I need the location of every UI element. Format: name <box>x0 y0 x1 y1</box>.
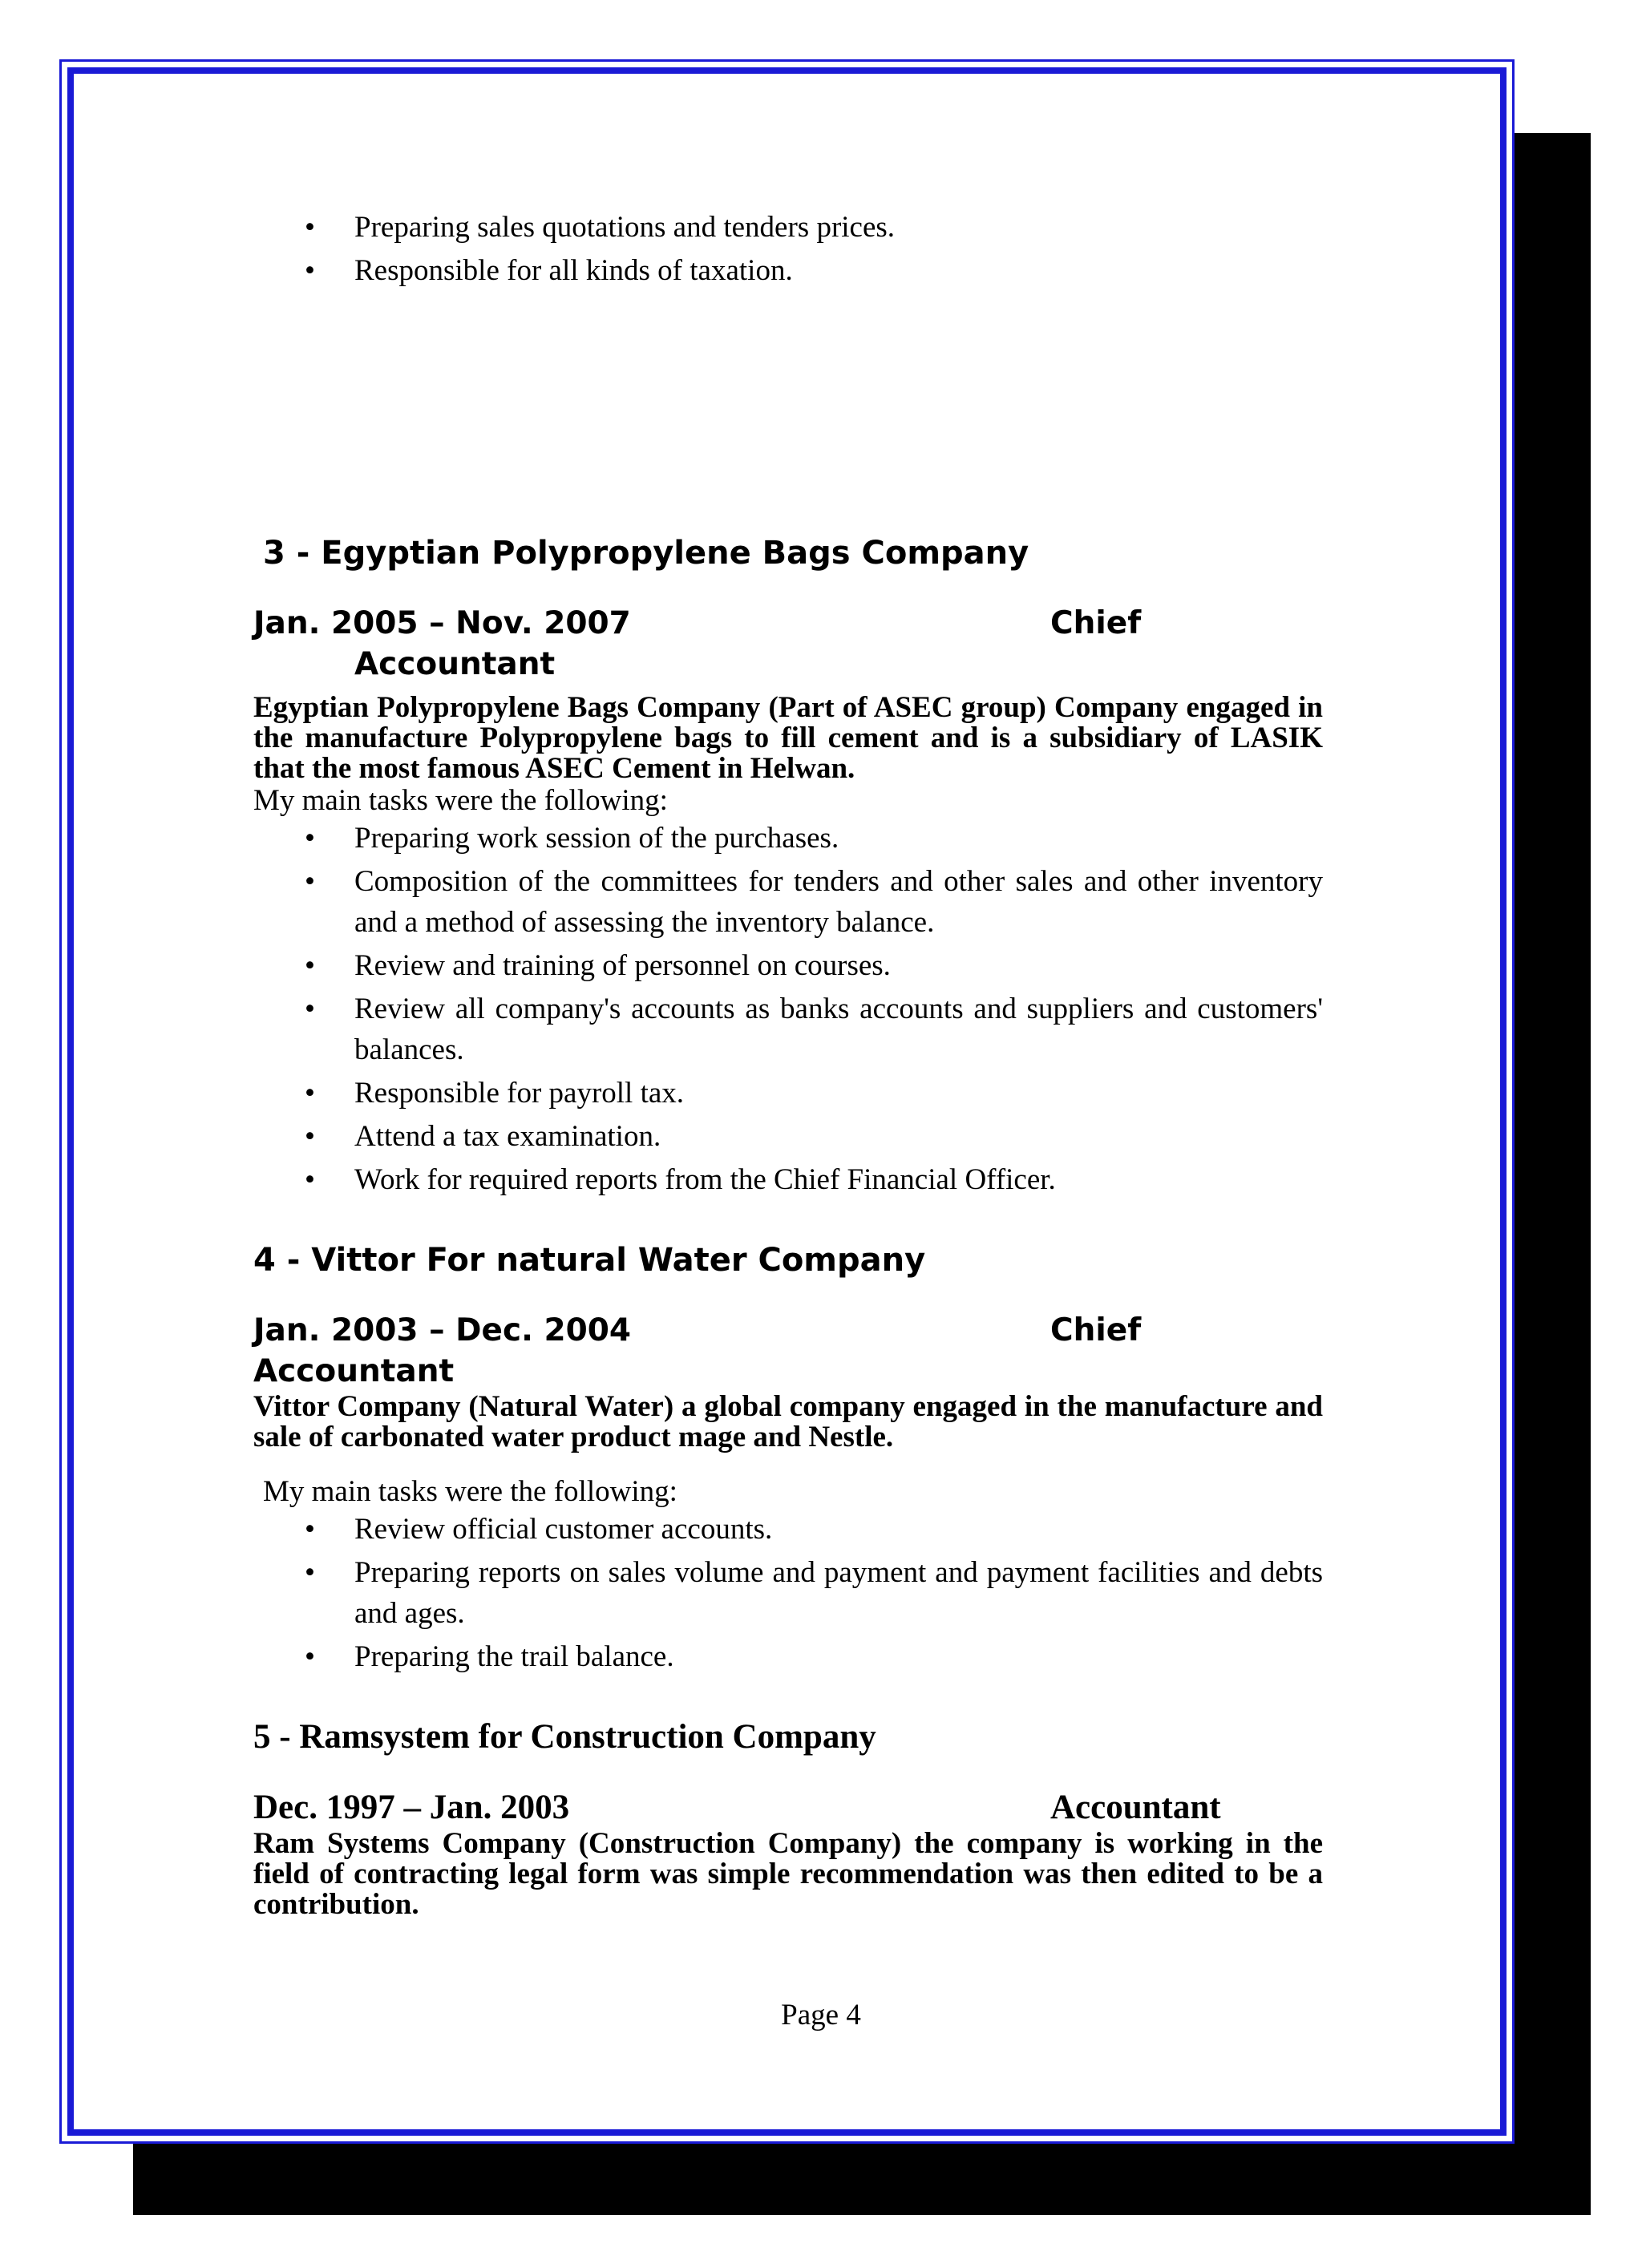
list-item: • Review official customer accounts. <box>253 1509 1323 1550</box>
bullet-icon: • <box>305 1513 315 1546</box>
company-heading: 3 - Egyptian Polypropylene Bags Company <box>263 535 1029 572</box>
date-role-row <box>253 603 1323 645</box>
bullet-icon: • <box>305 1077 315 1110</box>
list-item: • Work for required reports from the Chief Financial Officer. <box>253 1159 1323 1200</box>
tasks-intro: My main tasks were the following: <box>253 784 668 817</box>
employment-dates: Jan. 2005 – Nov. 2007 <box>253 605 631 641</box>
bullet-icon: • <box>305 1640 315 1673</box>
bullet-icon: • <box>305 254 315 287</box>
list-item: • Attend a tax examination. <box>253 1116 1323 1157</box>
list-item: • Preparing sales quotations and tenders prices. <box>253 207 1323 248</box>
job-role: Chief <box>1050 605 1142 641</box>
company-description: Egyptian Polypropylene Bags Company (Part of ASEC group) Company engaged in the manufacture Polypropylene bags to fill cement and is a subsidiary of LASIK that the most famous ASEC Cement in Helwan. <box>253 691 1323 785</box>
bullet-icon: • <box>305 993 315 1025</box>
list-item: • Review all company's accounts as banks accounts and suppliers and customers' balances. <box>253 988 1323 1070</box>
list-item: • Preparing the trail balance. <box>253 1636 1323 1677</box>
company-description: Ram Systems Company (Construction Company) the company is working in the field of contracting legal form was simple recommendation was then edited to be a contribution. <box>253 1827 1323 1921</box>
bullet-icon: • <box>305 1163 315 1196</box>
date-role-row <box>253 1787 1323 1829</box>
employment-dates: Dec. 1997 – Jan. 2003 <box>253 1789 570 1826</box>
bullet-icon: • <box>305 1120 315 1153</box>
bullet-icon: • <box>305 822 315 855</box>
job-section-5 <box>253 1716 1323 1920</box>
bullet-icon: • <box>305 1556 315 1589</box>
company-heading: 4 - Vittor For natural Water Company <box>253 1242 926 1279</box>
company-heading: 5 - Ramsystem for Construction Company <box>253 1718 876 1756</box>
date-role-row <box>253 1310 1323 1352</box>
blank-space <box>253 293 1323 532</box>
task-list <box>253 1509 1323 1677</box>
page-number: Page 4 <box>781 1999 861 2031</box>
list-item: • Responsible for payroll tax. <box>253 1073 1323 1114</box>
list-item: • Review and training of personnel on courses. <box>253 945 1323 986</box>
list-item: • Preparing work session of the purchases. <box>253 818 1323 859</box>
job-role-continued: Accountant <box>354 646 556 682</box>
page-content <box>253 207 1323 1920</box>
company-description: Vittor Company (Natural Water) a global company engaged in the manufacture and sale of carbonated water product mage and Nestle. <box>253 1390 1323 1453</box>
bullet-icon: • <box>305 865 315 898</box>
job-role-continued: Accountant <box>253 1353 455 1389</box>
bullet-icon: • <box>305 211 315 244</box>
job-section-4 <box>253 1239 1323 1677</box>
tasks-intro: My main tasks were the following: <box>263 1475 677 1508</box>
job-role: Chief <box>1050 1312 1142 1348</box>
intro-bullet-list <box>253 207 1323 291</box>
job-role: Accountant <box>1050 1789 1221 1826</box>
list-item: • Preparing reports on sales volume and payment and payment facilities and debts and ages. <box>253 1552 1323 1634</box>
employment-dates: Jan. 2003 – Dec. 2004 <box>253 1312 632 1348</box>
task-list <box>253 818 1323 1200</box>
list-item: • Composition of the committees for tenders and other sales and other inventory and a method of assessing the inventory balance. <box>253 861 1323 943</box>
list-item: • Responsible for all kinds of taxation. <box>253 250 1323 291</box>
job-section-3 <box>253 532 1323 1200</box>
bullet-icon: • <box>305 949 315 982</box>
